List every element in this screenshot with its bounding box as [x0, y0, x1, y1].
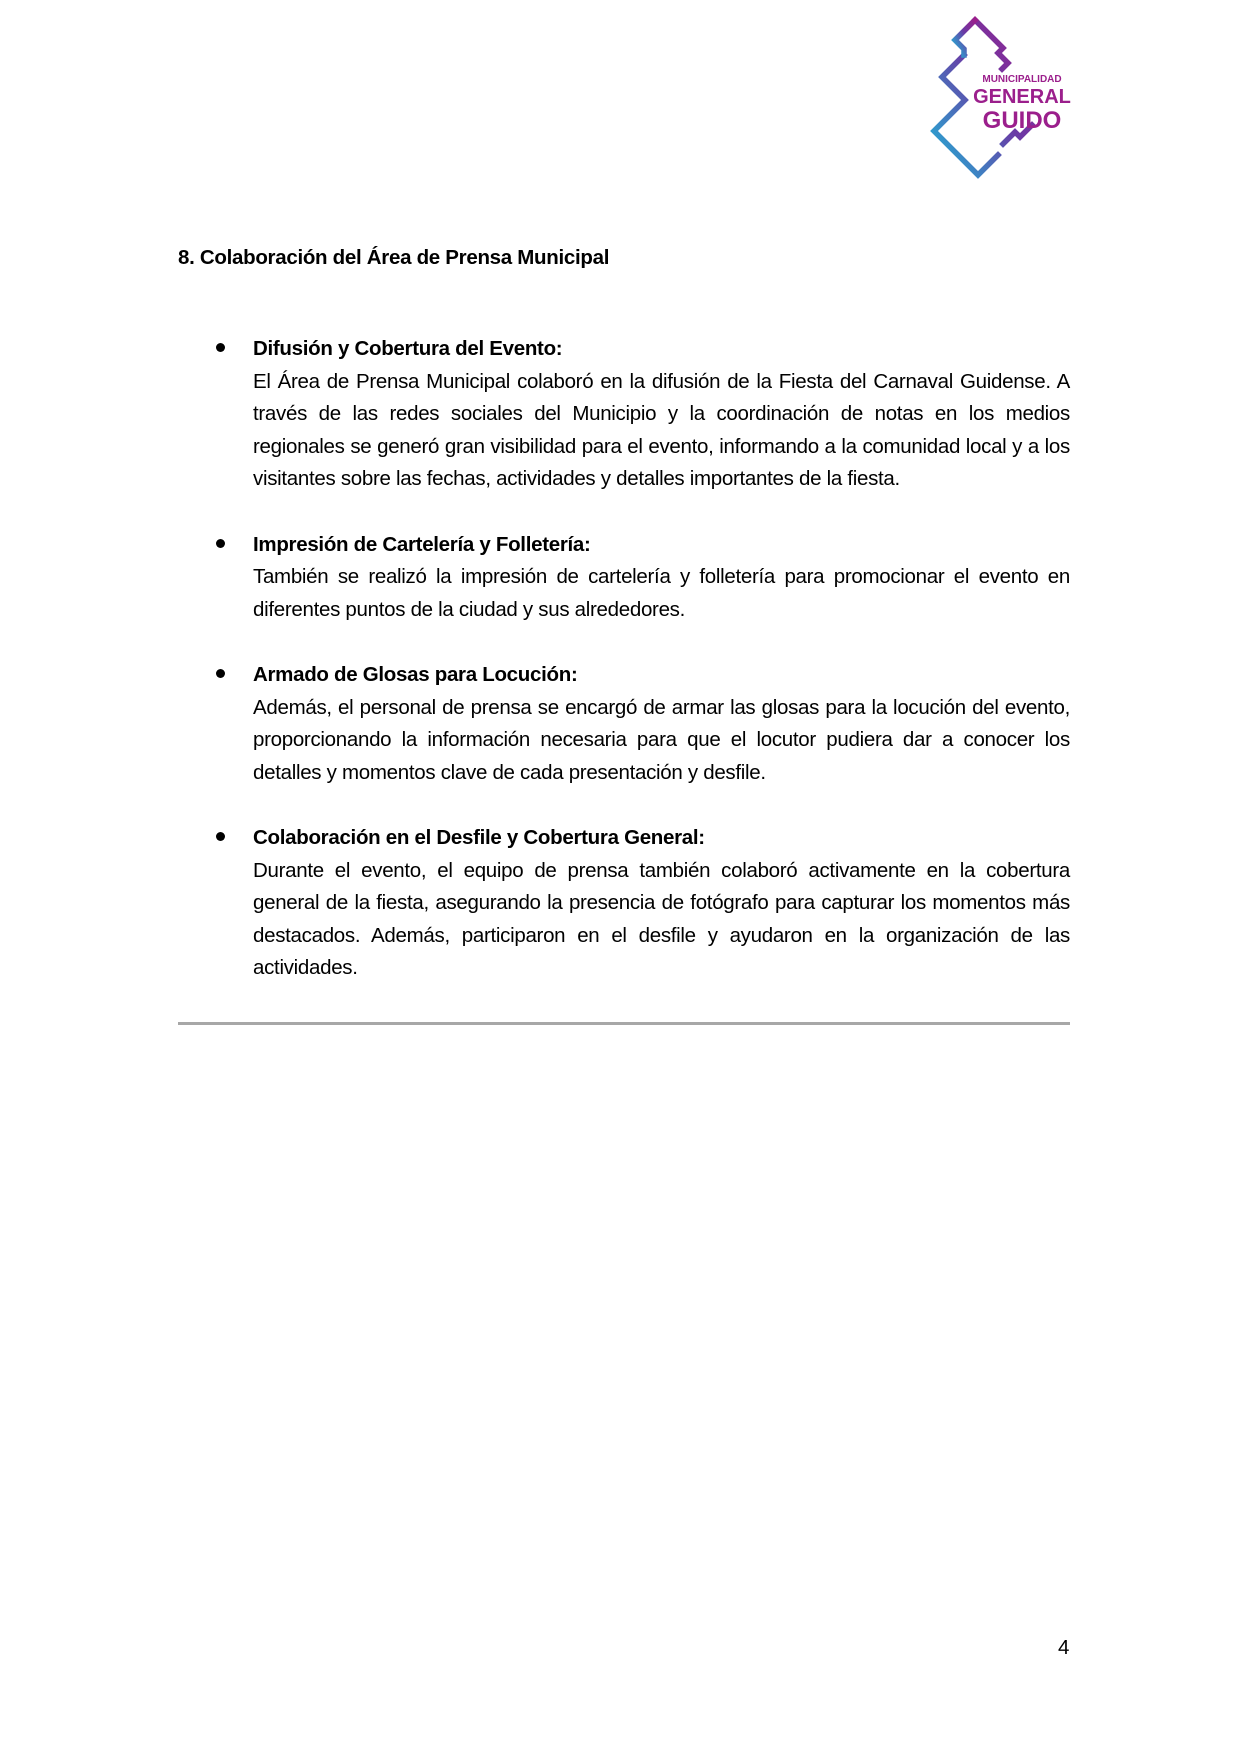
page-number: 4 [1058, 1636, 1070, 1659]
logo-emblem-icon [920, 14, 1080, 192]
logo-line-guido: GUIDO [982, 107, 1062, 134]
list-item-body: También se realizó la impresión de cartelería y folletería para promocionar el evento en diferentes puntos de la ciudad y sus alrededores. [253, 565, 1070, 621]
list-item-title: Difusión y Cobertura del Evento: [253, 337, 563, 360]
list-item-title: Armado de Glosas para Locución: [253, 663, 578, 686]
list-item-body: Además, el personal de prensa se encargó de armar las glosas para la locución del evento, proporcionando la información necesaria para que el locutor pudiera dar a conocer los detalles y momentos clave de cada presentación y desfile. [253, 695, 1070, 784]
bullet-icon [216, 832, 225, 841]
logo-line-general: GENERAL [973, 86, 1071, 108]
list-item-title: Colaboración en el Desfile y Cobertura General: [253, 826, 705, 849]
list-item-body: Durante el evento, el equipo de prensa también colaboró activamente en la cobertura general de la fiesta, asegurando la presencia de fotógrafo para capturar los momentos más destacados. Además, participaron en el desfile y ayudaron en la organización de las actividades. [253, 858, 1070, 979]
bullet-list [178, 333, 1070, 1018]
list-item [178, 659, 1070, 789]
bullet-icon [216, 669, 225, 678]
list-item [178, 529, 1070, 627]
bullet-icon [216, 539, 225, 548]
municipality-logo [920, 14, 1080, 192]
bullet-icon [216, 343, 225, 352]
list-item [178, 822, 1070, 985]
logo-line-municipalidad: MUNICIPALIDAD [982, 74, 1062, 85]
list-item-body: El Área de Prensa Municipal colaboró en la difusión de la Fiesta del Carnaval Guidense. A través de las redes sociales del Municipio y la coordinación de notas en los medios regionales se generó gran visibilidad para el evento, informando a la comunidad local y a los visitantes sobre las fechas, actividades y detalles importantes de la fiesta. [253, 369, 1070, 490]
list-item-title: Impresión de Cartelería y Folletería: [253, 532, 591, 556]
section-heading: 8. Colaboración del Área de Prensa Municipal [178, 246, 610, 269]
horizontal-divider [178, 1022, 1070, 1025]
list-item [178, 333, 1070, 496]
